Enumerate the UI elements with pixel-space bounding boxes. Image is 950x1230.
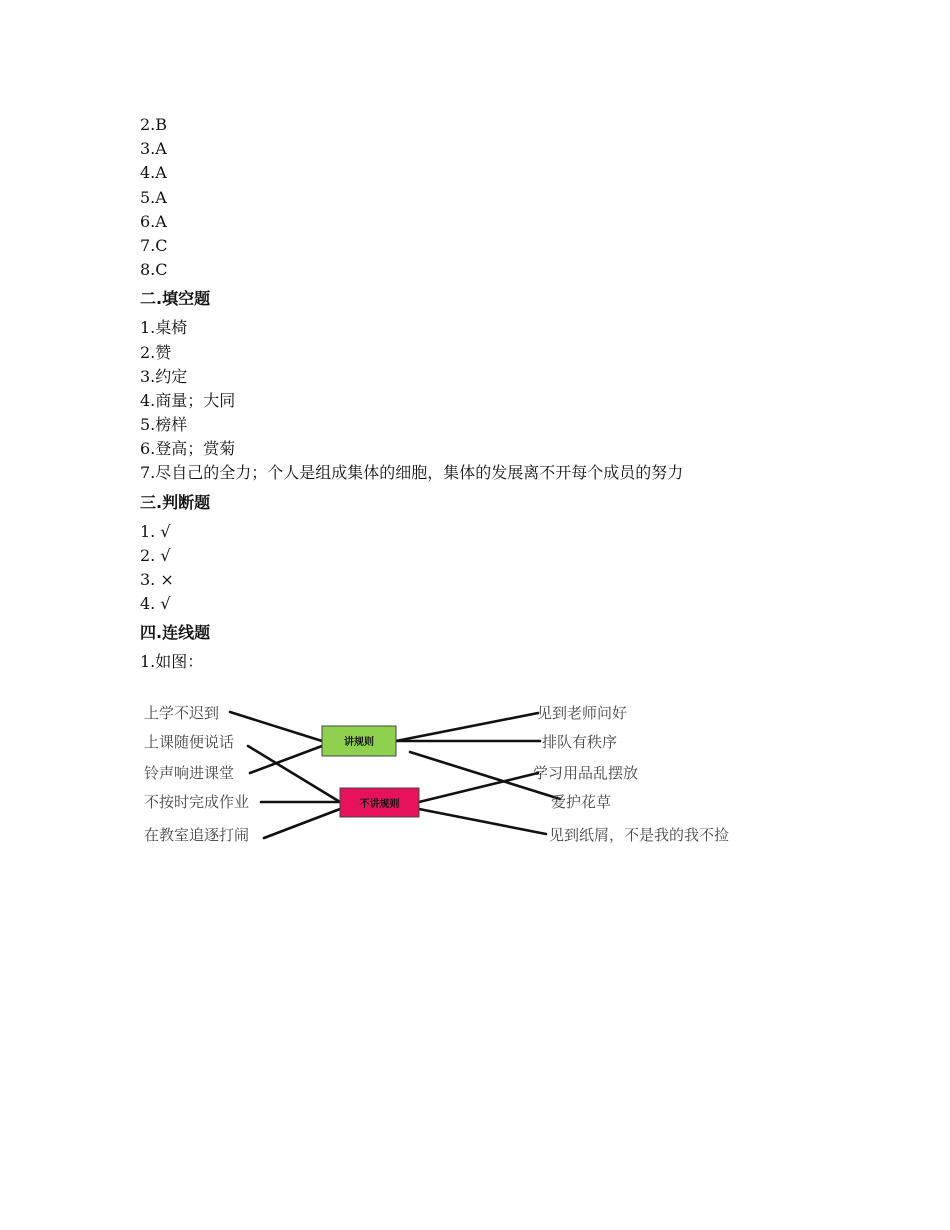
right-item: 爱护花草 [551,793,612,811]
section-heading-fill: 二.填空题 [140,289,211,309]
section-heading-judge: 三.判断题 [140,492,211,512]
left-item: 上课随便说话 [144,733,235,751]
connector-line [396,713,538,741]
section-heading-match: 四.连线题 [140,623,211,643]
match-intro: 1.如图： [140,652,204,672]
answer-line: 2.B [140,115,168,134]
connector-line [264,809,340,838]
left-item: 不按时完成作业 [144,793,250,811]
answer-page [140,113,840,675]
connector-line [419,809,546,834]
left-item: 铃声响进课堂 [144,764,235,782]
answer-line: 6.A [140,211,167,231]
answer-line: 4. √ [140,594,171,614]
right-item: 排队有秩序 [542,733,618,751]
right-item: 学习用品乱摆放 [533,764,639,782]
answer-line: 4.商量；大同 [140,390,236,410]
choice-answers [140,113,840,282]
answer-line: 5.榜样 [140,415,188,435]
answer-line: 2.赞 [140,342,172,362]
answer-line: 2. √ [140,545,171,565]
answer-line: 3.A [140,139,167,159]
fill-answers [140,316,840,485]
answer-line: 6.登高；赏菊 [140,439,236,459]
matching-diagram [140,697,750,852]
answer-line: 3.约定 [140,366,188,386]
answer-line: 3. × [140,570,174,589]
bad-rules-box-label: 不讲规则 [359,799,400,810]
right-item: 见到纸屑，不是我的我不捡 [549,826,730,844]
answer-line: 4.A [140,163,167,183]
answer-line: 7.C [140,235,168,255]
answer-line: 5.A [140,187,167,207]
answer-line: 8.C [140,260,168,280]
answer-line: 7.尽自己的全力；个人是组成集体的细胞，集体的发展离不开每个成员的努力 [140,463,684,483]
left-item: 上学不迟到 [144,704,220,722]
left-item: 在教室追逐打闹 [144,826,250,844]
matching-diagram-svg [140,697,750,852]
judge-answers [140,520,840,617]
answer-line: 1.桌椅 [140,318,188,338]
connector-line [230,712,322,741]
good-rules-box-label: 讲规则 [344,737,374,748]
right-item: 见到老师问好 [537,704,628,722]
answer-line: 1. √ [140,521,171,541]
